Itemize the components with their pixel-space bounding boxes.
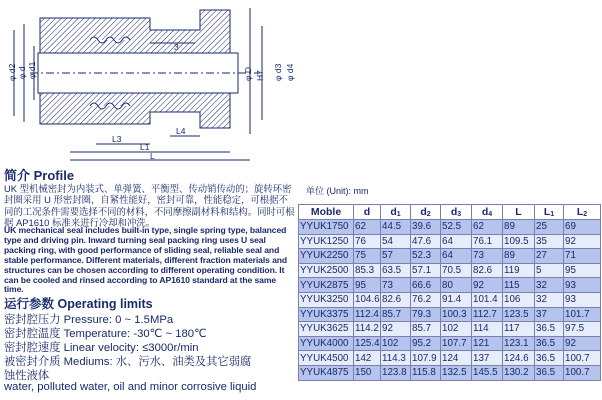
value-cell: 37 — [535, 307, 564, 322]
column-header-main: Moble — [310, 206, 342, 218]
value-cell: 32 — [535, 292, 564, 307]
column-header — [535, 205, 564, 220]
model-cell: YYUK2875 — [299, 278, 354, 293]
value-cell: 36.5 — [535, 351, 564, 366]
value-cell: 25 — [535, 220, 564, 235]
table-body — [299, 220, 601, 381]
model-cell: YYUK3375 — [299, 307, 354, 322]
value-cell: 91.4 — [441, 292, 472, 307]
value-cell: 89 — [503, 249, 535, 264]
value-cell: 123.8 — [381, 365, 411, 380]
table-row — [299, 278, 601, 293]
value-cell: 39.6 — [411, 220, 441, 235]
value-cell: 115 — [503, 278, 535, 293]
column-header-subscript: 1 — [396, 211, 401, 218]
mediums-line-cont: 蚀性液体 — [4, 370, 50, 382]
value-cell: 101.7 — [564, 307, 601, 322]
value-cell: 107.9 — [411, 351, 441, 366]
model-cell: YYUK2250 — [299, 249, 354, 264]
value-cell: 112.4 — [355, 308, 379, 320]
dim-d-label: φ d — [17, 66, 27, 79]
model-cell: YYUK1250 — [299, 234, 354, 249]
dim-L4-label: L4 — [176, 126, 186, 136]
table-row — [299, 365, 601, 380]
value-cell: 52.5 — [441, 220, 472, 235]
column-header-main: d — [420, 206, 427, 218]
value-cell: 104.6 — [355, 294, 380, 306]
model-cell: YYUK4500 — [299, 351, 354, 366]
value-cell: 63.5 — [381, 263, 411, 278]
table-row — [299, 263, 601, 278]
column-header — [299, 205, 354, 220]
column-header — [381, 205, 411, 220]
mediums-line: 被密封介质 Mediums: 水、污水、油类及其它弱腐 — [4, 356, 252, 368]
value-cell: 95.2 — [411, 336, 441, 351]
dim-D-label: φ D — [243, 66, 253, 81]
table-row — [299, 220, 601, 235]
table-row — [299, 249, 601, 264]
value-cell: 82.6 — [472, 263, 503, 278]
model-cell: YYUK4875 — [299, 365, 354, 380]
table-row — [299, 336, 601, 351]
value-cell: 82.6 — [381, 292, 411, 307]
dim-3-label: 3 — [174, 42, 179, 52]
velocity-line: 密封腔速度 Linear velocity: ≤3000r/min — [4, 342, 199, 354]
value-cell: 75 — [354, 249, 381, 264]
column-header-main: d — [390, 206, 397, 218]
value-cell: 124 — [441, 351, 472, 366]
table-row — [299, 307, 601, 322]
value-cell: 107.7 — [441, 336, 472, 351]
dim-d2-label: φ d2 — [7, 63, 17, 81]
model-cell: YYUK1750 — [299, 220, 354, 235]
value-cell: 73 — [381, 278, 411, 293]
value-cell: 142 — [354, 351, 381, 366]
profile-chinese-text: UK 型机械密封为内装式、单弹簧、平衡型、传动销传动的；旋转环密封圈采用 U 形密封圈，自紧性能好，密封可靠，性能稳定，可根据不同的工况条件需要选择不同的材料，不同摩擦副材料和结构。同时可根据 AP1610 标准来进行冷却和冲洗。 — [4, 183, 295, 229]
value-cell: 93 — [564, 278, 601, 293]
value-cell: 109.5 — [503, 234, 535, 249]
value-cell: 100.7 — [564, 365, 601, 380]
value-cell: 80 — [441, 278, 472, 293]
spec-table — [298, 204, 601, 381]
value-cell: 150 — [354, 365, 381, 380]
model-cell: YYUK3625 — [299, 322, 354, 337]
value-cell: 114.2 — [355, 323, 379, 335]
column-header-main: L — [543, 206, 551, 218]
value-cell: 85.7 — [411, 322, 441, 337]
value-cell: 92 — [564, 336, 601, 351]
table-row — [299, 292, 601, 307]
model-cell: YYUK2500 — [299, 263, 354, 278]
value-cell: 132.5 — [441, 365, 472, 380]
column-header — [472, 205, 503, 220]
dim-d4-label: φ d4 — [285, 63, 295, 81]
table-row — [299, 351, 601, 366]
column-header — [503, 205, 535, 220]
value-cell: 145.5 — [472, 365, 503, 380]
value-cell: 32 — [535, 278, 564, 293]
value-cell: 69 — [564, 220, 601, 235]
value-cell: 36.5 — [535, 365, 564, 380]
temperature-line: 密封腔温度 Temperature: -30℃ ~ 180℃ — [4, 328, 207, 340]
value-cell: 85.3 — [354, 263, 381, 278]
value-cell: 117 — [503, 322, 535, 337]
column-header — [441, 205, 472, 220]
value-cell: 92 — [472, 278, 503, 293]
column-header-main: L — [576, 206, 584, 218]
table-row — [299, 322, 601, 337]
value-cell: 115.8 — [411, 365, 441, 380]
value-cell: 102 — [381, 336, 411, 351]
unit-label: 单位 (Unit): mm — [306, 186, 369, 196]
value-cell: 123.5 — [503, 307, 535, 322]
value-cell: 35 — [535, 234, 564, 249]
value-cell: 64 — [441, 249, 472, 264]
value-cell: 92 — [564, 234, 601, 249]
value-cell: 79.3 — [411, 307, 441, 322]
value-cell: 102 — [441, 322, 472, 337]
column-header — [354, 205, 381, 220]
dim-L1-label: L1 — [140, 142, 150, 152]
dim-d3-label: φ d3 — [273, 63, 283, 81]
value-cell: 101.4 — [472, 292, 503, 307]
model-cell: YYUK3250 — [299, 292, 354, 307]
value-cell: 114 — [472, 322, 503, 337]
column-header-subscript: 2 — [583, 211, 588, 218]
value-cell: 112.7 — [472, 307, 503, 322]
value-cell: 119 — [503, 263, 535, 278]
column-header — [411, 205, 441, 220]
value-cell: 130.2 — [503, 365, 535, 380]
value-cell: 121 — [472, 336, 503, 351]
value-cell: 125.4 — [355, 338, 380, 350]
value-cell: 76 — [354, 234, 381, 249]
value-cell: 27 — [535, 249, 564, 264]
value-cell: 36.5 — [535, 322, 564, 337]
value-cell: 44.5 — [381, 220, 411, 235]
value-cell: 73 — [472, 249, 503, 264]
value-cell: 89 — [503, 220, 535, 235]
column-header-subscript: 2 — [426, 211, 431, 218]
value-cell: 97.5 — [564, 322, 601, 337]
value-cell: 66.6 — [411, 278, 441, 293]
column-header-subscript: 3 — [457, 211, 462, 218]
value-cell: 5 — [535, 263, 564, 278]
dim-L-label: L — [150, 151, 155, 161]
column-header-main: d — [363, 206, 371, 218]
value-cell: 95 — [564, 263, 601, 278]
profile-heading: 简介 Profile — [4, 168, 75, 183]
value-cell: 54 — [381, 234, 411, 249]
value-cell: 100.7 — [564, 351, 601, 366]
pressure-line: 密封腔压力 Pressure: 0 ~ 1.5MPa — [4, 314, 174, 326]
value-cell: 92 — [381, 322, 411, 337]
dim-L3-label: L3 — [112, 134, 122, 144]
value-cell: 106 — [503, 292, 535, 307]
value-cell: 93 — [564, 292, 601, 307]
value-cell: 52.3 — [411, 249, 441, 264]
mediums-english-line: water, polluted water, oil and minor corrosive liquid — [4, 381, 257, 393]
value-cell: 70.5 — [441, 263, 472, 278]
table-header-row — [299, 205, 601, 220]
dim-H7-label: H7 — [255, 70, 265, 81]
column-header-subscript: 4 — [488, 211, 493, 218]
operating-limits-heading: 运行参数 Operating limits — [4, 297, 153, 311]
value-cell: 62 — [354, 220, 381, 235]
value-cell: 57 — [381, 249, 411, 264]
value-cell: 64 — [441, 234, 472, 249]
model-cell: YYUK4000 — [299, 336, 354, 351]
value-cell: 62 — [472, 220, 503, 235]
seal-cross-section-drawing — [0, 0, 300, 162]
lower-seal-body — [40, 93, 230, 128]
column-header-main: d — [481, 206, 489, 218]
value-cell: 124.6 — [503, 351, 535, 366]
column-header-subscript: 1 — [550, 211, 555, 218]
value-cell: 95 — [354, 278, 381, 293]
profile-english-text: UK mechanical seal includes built-in type, single spring type, balanced type and driving pin. Inward turning seal packing ring uses U seal packing ring, with good performance of sliding seal, reliable seal and stable performance. Different materials, different fraction materials and structures can be chosen according to different operating condition. It can be cooled and rinsed according to AP1610 standard at the same time. — [4, 225, 288, 295]
value-cell: 57.1 — [411, 263, 441, 278]
value-cell: 123.1 — [503, 336, 535, 351]
value-cell: 71 — [564, 249, 601, 264]
upper-seal-body — [40, 10, 230, 53]
value-cell: 137 — [472, 351, 503, 366]
dim-d1-label: φ d1 — [27, 61, 37, 79]
table-row — [299, 234, 601, 249]
column-header — [564, 205, 601, 220]
value-cell: 85.7 — [381, 307, 411, 322]
column-header-main: d — [450, 206, 458, 218]
value-cell: 114.3 — [381, 351, 411, 366]
value-cell: 100.3 — [441, 307, 472, 322]
value-cell: 47.6 — [411, 234, 441, 249]
column-header-main: L — [515, 206, 522, 218]
value-cell: 36.5 — [535, 336, 564, 351]
value-cell: 76.1 — [472, 234, 503, 249]
value-cell: 76.2 — [411, 292, 441, 307]
